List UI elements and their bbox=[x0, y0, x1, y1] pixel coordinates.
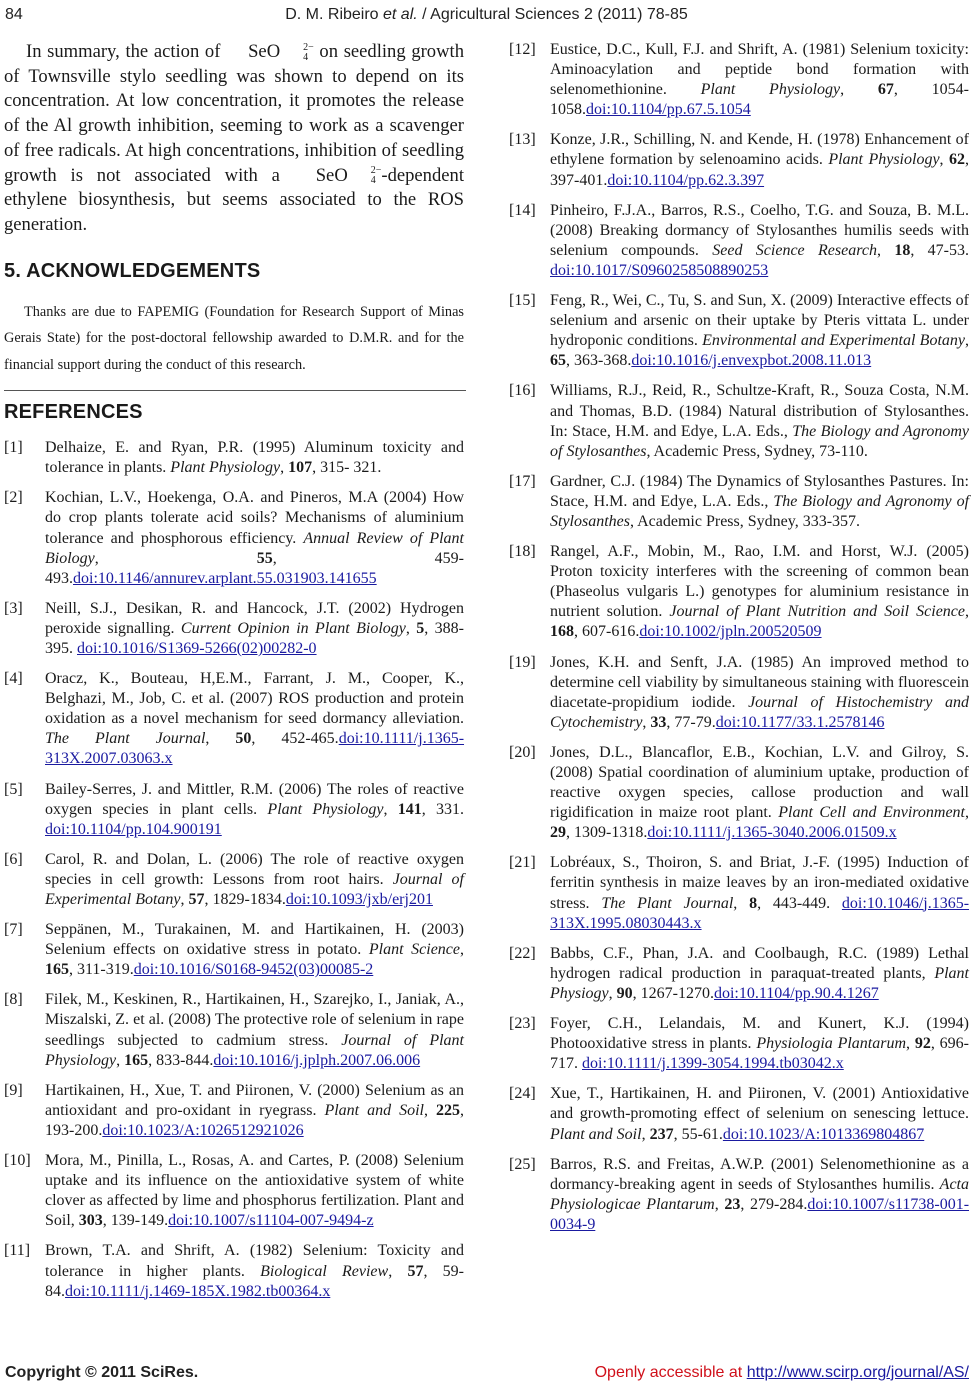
reference-pages: , 397-401. bbox=[550, 151, 970, 189]
acknowledgements-heading: 5. ACKNOWLEDGEMENTS bbox=[4, 259, 261, 282]
reference-number: [15] bbox=[509, 292, 536, 310]
open-access-note: Openly accessible at http://www.scirp.org/journal/AS/ bbox=[594, 1364, 969, 1381]
reference-journal: Plant Science bbox=[368, 941, 461, 959]
reference-pages: , 443-449. bbox=[757, 894, 842, 912]
reference-number: [2] bbox=[4, 489, 23, 507]
reference-text: Barros, R.S. and Freitas, A.W.P. (2001) Selenomethionine as a dormancy-breaking agent in seeds of Stylosanthes humilis. bbox=[550, 1155, 969, 1193]
reference-pages: , 363-368. bbox=[566, 352, 632, 370]
reference-pages: , 833-844. bbox=[148, 1051, 214, 1069]
reference-pages: , 1829-1834. bbox=[204, 891, 286, 908]
reference-journal: Annual Review of Plant Biology bbox=[45, 529, 464, 567]
reference-journal: The Plant Journal bbox=[45, 730, 206, 748]
reference-doi-link[interactable]: doi:10.1111/j.1365-313X.2007.03063.x bbox=[45, 730, 465, 768]
reference-journal: Plant Physiology bbox=[267, 800, 384, 818]
reference-item bbox=[4, 850, 464, 910]
reference-journal: Current Opinion in Plant Biology bbox=[180, 619, 406, 637]
reference-volume: 57 bbox=[188, 891, 205, 908]
reference-item bbox=[4, 780, 464, 840]
reference-volume: 165 bbox=[45, 961, 69, 979]
reference-text: , bbox=[424, 1101, 436, 1119]
reference-journal: Journal of Histochemistry and Cytochemistry bbox=[550, 693, 970, 731]
reference-doi-link[interactable]: doi:10.1023/A:1013369804867 bbox=[722, 1125, 925, 1143]
reference-volume: 90 bbox=[616, 984, 633, 1002]
reference-text: Konze, J.R., Schilling, N. and Kende, H. (1978) Enhancement of ethylene formation by selenoamino acids. bbox=[550, 131, 969, 169]
reference-number: [7] bbox=[4, 921, 23, 939]
reference-pages: , 311-319. bbox=[69, 961, 134, 979]
reference-number: [10] bbox=[4, 1152, 31, 1170]
reference-doi-link[interactable]: doi:10.1046/j.1365-313X.1995.08030443.x bbox=[550, 894, 970, 932]
reference-volume: 225 bbox=[436, 1101, 460, 1119]
reference-volume: 18 bbox=[894, 241, 911, 259]
reference-doi-link[interactable]: doi:10.1111/j.1365-3040.2006.01509.x bbox=[647, 824, 897, 842]
reference-journal: Environmental and Experimental Botany bbox=[702, 332, 966, 350]
reference-text: , bbox=[965, 603, 969, 621]
reference-text: Bailey-Serres, J. and Mittler, R.M. (2006) The roles of reactive oxygen species in plant cells. bbox=[45, 780, 464, 818]
reference-text: Delhaize, E. and Ryan, P.R. (1995) Aluminum toxicity and tolerance in plants. bbox=[45, 439, 464, 477]
reference-item bbox=[4, 438, 464, 478]
reference-doi-link[interactable]: doi:10.1104/pp.62.3.397 bbox=[607, 171, 765, 189]
reference-pages: , 55-61. bbox=[673, 1125, 723, 1143]
reference-journal: Physiologia Plantarum bbox=[756, 1035, 907, 1053]
reference-list-right bbox=[509, 40, 969, 1235]
summary-paragraph: In summary, the action of SeO 2− 4 on seedling growth of Townsville stylo seedling was shown to depend on its concentration. At low concentration, it promotes the release of the Al growth inhibition, seeming to work as a scavenger of free radicals. At high concentrations, inhibition of seedling growth is not associated with a SeO 2− 4 -dependent ethylene biosynthesis, but seems associated to the ROS generation. bbox=[4, 41, 464, 235]
reference-number: [19] bbox=[509, 653, 536, 671]
reference-pages: , 607-616. bbox=[574, 623, 640, 641]
reference-text: Pinheiro, F.J.A., Barros, R.S., Coelho, T.G. and Souza, B. M.L. (2008) Breaking dormancy of Stylosanthes humilis seeds with selenium compounds. bbox=[550, 201, 969, 259]
reference-volume: 65 bbox=[550, 352, 566, 370]
reference-journal: Plant Cell and Environment bbox=[778, 804, 965, 822]
reference-number: [8] bbox=[4, 991, 23, 1009]
reference-volume: 29 bbox=[550, 824, 566, 842]
reference-doi-link[interactable]: doi:10.1017/S0960258508890253 bbox=[550, 261, 769, 279]
reference-item bbox=[509, 1155, 969, 1235]
reference-text: Filek, M., Keskinen, R., Hartikainen, H., Szarejko, I., Janiak, A., Miszalski, Z. et al. (2008) The protective role of selenium in rape seedlings subjected to cadmium stress. bbox=[45, 991, 464, 1049]
reference-journal: Plant Physiology bbox=[700, 81, 841, 99]
reference-item bbox=[509, 291, 969, 371]
reference-number: [9] bbox=[4, 1081, 23, 1099]
reference-text: , bbox=[641, 1125, 650, 1143]
reference-journal: Acta Physiologicae Plantarum bbox=[550, 1175, 969, 1213]
reference-journal: Seed Science Research bbox=[712, 241, 877, 259]
reference-volume: 57 bbox=[407, 1262, 424, 1280]
page-number: 84 bbox=[5, 6, 23, 23]
reference-text: Jones, K.H. and Senft, J.A. (1985) An improved method to determine cell viability by simultaneous staining with fluorescein diacetate-propidium iodide. bbox=[550, 653, 970, 711]
reference-pages: , 315- 321. bbox=[312, 459, 382, 477]
reference-journal: Plant Physiology bbox=[828, 151, 940, 169]
reference-number: [22] bbox=[509, 944, 536, 962]
reference-text: Brown, T.A. and Shrift, A. (1982) Selenium: Toxicity and tolerance in higher plants. bbox=[45, 1242, 464, 1280]
reference-item bbox=[509, 201, 969, 281]
reference-number: [12] bbox=[509, 41, 536, 58]
reference-volume: 5 bbox=[416, 619, 425, 637]
reference-doi-link[interactable]: doi:10.1007/s11104-007-9494-z bbox=[168, 1212, 374, 1230]
reference-pages: , 47-53. bbox=[910, 241, 969, 259]
reference-number: [13] bbox=[509, 131, 536, 149]
reference-text: , Academic Press, Sydney, 73-110. bbox=[646, 442, 868, 460]
right-column bbox=[509, 40, 969, 1245]
reference-item bbox=[509, 1014, 969, 1074]
reference-text: Hartikainen, H., Xue, T. and Piironen, V. (2000) Selenium as an antioxidant and pro-oxidant in ryegrass. bbox=[45, 1081, 464, 1119]
reference-volume: 33 bbox=[650, 713, 667, 731]
copyright-notice: Copyright © 2011 SciRes. bbox=[5, 1364, 199, 1381]
reference-item bbox=[509, 381, 969, 461]
journal-link[interactable]: http://www.scirp.org/journal/AS/ bbox=[746, 1364, 969, 1381]
reference-item bbox=[4, 488, 464, 588]
reference-item bbox=[509, 472, 969, 532]
reference-number: [23] bbox=[509, 1015, 536, 1033]
reference-text: Rangel, A.F., Mobin, M., Rao, I.M. and Horst, W.J. (2005) Proton toxicity interferes with the screening of common bean (Phaseolus vulgaris L.) genotypes for aluminium resistance in nutrient solution. bbox=[550, 543, 969, 621]
running-head: D. M. Ribeiro et al. / Agricultural Sciences 2 (2011) 78-85 bbox=[285, 6, 688, 23]
reference-journal: The Plant Journal bbox=[601, 894, 734, 912]
reference-item bbox=[4, 1081, 464, 1141]
reference-journal: Plant and Soil bbox=[550, 1125, 642, 1143]
reference-doi-link[interactable]: doi:10.1111/j.1469-185X.1982.tb00364.x bbox=[65, 1282, 331, 1300]
reference-text: , bbox=[460, 941, 465, 959]
reference-text: , bbox=[388, 1262, 408, 1280]
reference-doi-link[interactable]: doi:10.1016/j.jplph.2007.06.006 bbox=[213, 1051, 421, 1069]
reference-pages: , 59-84. bbox=[45, 1262, 464, 1300]
reference-number: [24] bbox=[509, 1085, 536, 1103]
reference-text: Oracz, K., Bouteau, H,E.M., Farrant, J. M., Cooper, K., Belghazi, M., Job, C. et al. (2007) ROS production and protein oxidation as a novel mechanism for seed dormancy alleviation. bbox=[45, 670, 464, 728]
reference-item bbox=[4, 669, 464, 769]
reference-doi-link[interactable]: doi:10.1104/pp.90.4.1267 bbox=[713, 984, 879, 1002]
reference-number: [1] bbox=[4, 439, 23, 457]
reference-item bbox=[4, 1241, 464, 1301]
references-heading: REFERENCES bbox=[4, 401, 143, 424]
reference-doi-link[interactable]: doi:10.1093/jxb/erj201 bbox=[285, 891, 433, 908]
reference-journal: Journal of Experimental Botany bbox=[45, 870, 465, 908]
reference-text: Williams, R.J., Reid, R., Schultze-Kraft, R., Souza Costa, N.M. and Thomas, B.D. (1984) Natural distribution of Stylosanthes. In: Stace, H.M. and Edye, L.A. Eds., bbox=[550, 382, 969, 440]
reference-journal: Biological Review bbox=[260, 1262, 389, 1280]
reference-text: Feng, R., Wei, C., Tu, S. and Sun, X. (2009) Interactive effects of selenium and arsenic on their uptake by Pteris vittata L. under hydroponic conditions. bbox=[550, 292, 969, 350]
reference-text: Gardner, C.J. (1984) The Dynamics of Stylosanthes Pastures. In: Stace, H.M. and Edye, L.A. Eds., bbox=[550, 472, 969, 510]
reference-doi-link[interactable]: doi:10.1002/jpln.200520509 bbox=[639, 623, 822, 641]
reference-text: , bbox=[939, 151, 950, 169]
reference-number: [16] bbox=[509, 382, 536, 400]
reference-text: Lobréaux, S., Thoiron, S. and Briat, J.-F. (1995) Induction of ferritin synthesis in maize leaves by an iron-mediated oxidative stress. bbox=[550, 854, 969, 912]
reference-pages: , 139-149. bbox=[102, 1212, 169, 1230]
reference-item bbox=[509, 542, 969, 642]
reference-pages: , 696-717. bbox=[550, 1035, 969, 1073]
reference-list-left bbox=[4, 438, 464, 1302]
reference-pages: , 1054- 1058. bbox=[550, 81, 970, 119]
reference-doi-link[interactable]: doi:10.1007/s11738-001-0034-9 bbox=[550, 1195, 970, 1233]
reference-number: [20] bbox=[509, 743, 536, 761]
reference-number: [14] bbox=[509, 201, 536, 219]
reference-pages: , 459-493. bbox=[45, 549, 464, 587]
section-divider bbox=[4, 390, 466, 391]
reference-volume: 168 bbox=[550, 623, 574, 641]
reference-text: , bbox=[906, 1035, 915, 1053]
reference-volume: 303 bbox=[78, 1212, 103, 1230]
reference-volume: 92 bbox=[914, 1035, 931, 1053]
reference-text: , bbox=[116, 1051, 125, 1069]
reference-doi-link[interactable]: doi:10.1111/j.1399-3054.1994.tb03042.x bbox=[582, 1055, 844, 1073]
reference-text: , bbox=[876, 241, 895, 259]
page-header bbox=[0, 6, 973, 28]
reference-number: [4] bbox=[4, 670, 23, 688]
reference-text: Xue, T., Hartikainen, H. and Piironen, V. (2001) Antioxidative and growth-promoting effect of selenium on senescing lettuce. bbox=[550, 1085, 969, 1123]
reference-item bbox=[4, 599, 464, 659]
reference-item bbox=[509, 853, 969, 933]
reference-text: Neill, S.J., Desikan, R. and Hancock, J.T. (2002) Hydrogen peroxide signalling. bbox=[45, 599, 464, 637]
reference-text: , bbox=[608, 984, 617, 1002]
reference-journal: Plant and Soil bbox=[324, 1101, 424, 1119]
reference-number: [6] bbox=[4, 850, 23, 868]
reference-text: Kochian, L.V., Hoekenga, O.A. and Pineros, M.A (2004) How do crop plants tolerate acid soils? Mechanisms of aluminium tolerance and phosphorous efficiency. bbox=[45, 489, 464, 547]
reference-volume: 237 bbox=[649, 1125, 674, 1143]
reference-pages: , 452-465. bbox=[251, 730, 339, 748]
reference-text: , bbox=[383, 800, 398, 818]
reference-text: , bbox=[965, 332, 970, 350]
left-column bbox=[4, 40, 464, 1312]
reference-volume: 67 bbox=[877, 81, 894, 99]
reference-number: [5] bbox=[4, 780, 23, 798]
reference-pages: , 1267-1270. bbox=[632, 984, 714, 1002]
reference-text: , bbox=[840, 81, 878, 99]
reference-text: , bbox=[642, 713, 651, 731]
reference-journal: The Biology and Agronomy of Stylosanthes bbox=[550, 492, 970, 530]
reference-volume: 50 bbox=[235, 730, 252, 748]
reference-doi-link[interactable]: doi:10.1104/pp.67.5.1054 bbox=[586, 101, 751, 119]
reference-text: Babbs, C.F., Phan, J.A. and Coolbaugh, R.C. (1989) Lethal hydrogen radical production in paraquat-treated plants, bbox=[550, 944, 969, 982]
reference-text: Seppänen, M., Turakainen, M. and Hartikainen, H. (2003) Selenium effects on oxidative stress in potato. bbox=[45, 921, 464, 959]
reference-doi-link[interactable]: doi:10.1177/33.1.2578146 bbox=[715, 713, 885, 731]
reference-doi-link[interactable]: doi:10.1016/j.envexpbot.2008.11.013 bbox=[631, 352, 872, 370]
reference-journal: Plant Physiology bbox=[170, 459, 281, 477]
reference-journal: The Biology and Agronomy of Stylosanthes bbox=[550, 422, 969, 460]
reference-volume: 107 bbox=[288, 459, 313, 477]
reference-number: [3] bbox=[4, 599, 23, 617]
reference-text: , bbox=[714, 1195, 725, 1213]
reference-text: , bbox=[733, 894, 750, 912]
reference-pages: , 77-79. bbox=[666, 713, 716, 731]
reference-journal: Journal of Plant Nutrition and Soil Science bbox=[669, 603, 965, 621]
reference-doi-link[interactable]: doi:10.1104/pp.104.900191 bbox=[45, 820, 222, 838]
reference-volume: 23 bbox=[724, 1195, 741, 1213]
reference-item bbox=[509, 40, 969, 120]
reference-doi-link[interactable]: doi:10.1016/S0168-9452(03)00085-2 bbox=[133, 961, 374, 979]
reference-number: [18] bbox=[509, 543, 536, 561]
reference-pages: , 331. bbox=[421, 800, 465, 818]
reference-text: Foyer, C.H., Lelandais, M. and Kunert, K.J. (1994) Photooxidative stress in plants. bbox=[550, 1015, 969, 1053]
reference-text: Carol, R. and Dolan, L. (2006) The role of reactive oxygen species in cell growth: Lessons from root hairs. bbox=[45, 850, 464, 888]
reference-item bbox=[509, 1084, 969, 1144]
reference-item bbox=[4, 1151, 464, 1231]
reference-text: Mora, M., Pinilla, L., Rosas, A. and Cartes, P. (2008) Selenium uptake and its influence on the antioxidative system of white clover as affected by lime and phosphorus fertilization. Plant and Soil, bbox=[45, 1152, 464, 1230]
reference-text: , Academic Press, Sydney, 333-357. bbox=[630, 512, 861, 530]
reference-item bbox=[509, 944, 969, 1004]
reference-doi-link[interactable]: doi:10.1023/A:1026512921026 bbox=[102, 1121, 304, 1139]
reference-volume: 62 bbox=[949, 151, 966, 169]
reference-item bbox=[4, 920, 464, 980]
acknowledgements-text: Thanks are due to FAPEMIG (Foundation for Research Support of Minas Gerais State) for the post-doctoral fellowship awarded to D.M.R. and for the financial support during the conduct of this research. bbox=[4, 303, 464, 373]
reference-text: Eustice, D.C., Kull, F.J. and Shrift, A. (1981) Selenium toxicity: Aminoacylation and peptide bond formation with selenomethionine. bbox=[550, 41, 969, 99]
reference-text: , bbox=[965, 804, 969, 822]
reference-pages: , 279-284. bbox=[740, 1195, 808, 1213]
reference-text: , bbox=[180, 891, 189, 908]
reference-text: , bbox=[405, 619, 417, 637]
reference-journal: Journal of Plant Physiology bbox=[45, 1031, 464, 1069]
reference-volume: 165 bbox=[124, 1051, 149, 1069]
reference-doi-link[interactable]: doi:10.1146/annurev.arplant.55.031903.141655 bbox=[73, 569, 377, 587]
reference-volume: 141 bbox=[397, 800, 422, 818]
reference-item bbox=[4, 990, 464, 1070]
reference-number: [17] bbox=[509, 472, 536, 490]
reference-volume: 8 bbox=[749, 894, 758, 912]
reference-pages: , 193-200. bbox=[45, 1101, 464, 1139]
reference-text: , bbox=[94, 549, 257, 567]
reference-doi-link[interactable]: doi:10.1016/S1369-5266(02)00282-0 bbox=[77, 639, 317, 657]
reference-pages: , 388-395. bbox=[45, 619, 465, 657]
reference-item bbox=[509, 653, 969, 733]
reference-item bbox=[509, 130, 969, 190]
reference-number: [25] bbox=[509, 1155, 536, 1173]
reference-text: , bbox=[205, 730, 236, 748]
reference-volume: 55 bbox=[256, 549, 273, 567]
reference-journal: Plant Physiogy bbox=[550, 964, 969, 1002]
reference-text: , bbox=[280, 459, 289, 477]
selenate-formula: SeO 2− 4 bbox=[315, 164, 382, 187]
reference-pages: , 1309-1318. bbox=[566, 824, 648, 842]
reference-number: [21] bbox=[509, 854, 536, 872]
reference-number: [11] bbox=[4, 1242, 31, 1260]
reference-item bbox=[509, 743, 969, 843]
reference-text: Jones, D.L., Blancaflor, E.B., Kochian, L.V. and Gilroy, S. (2008) Spatial coordination of aluminium uptake, production of reactive oxygen species, callose production and wall rigidification in maize root plant. bbox=[550, 743, 969, 822]
selenate-formula: SeO 2− 4 bbox=[248, 41, 314, 63]
